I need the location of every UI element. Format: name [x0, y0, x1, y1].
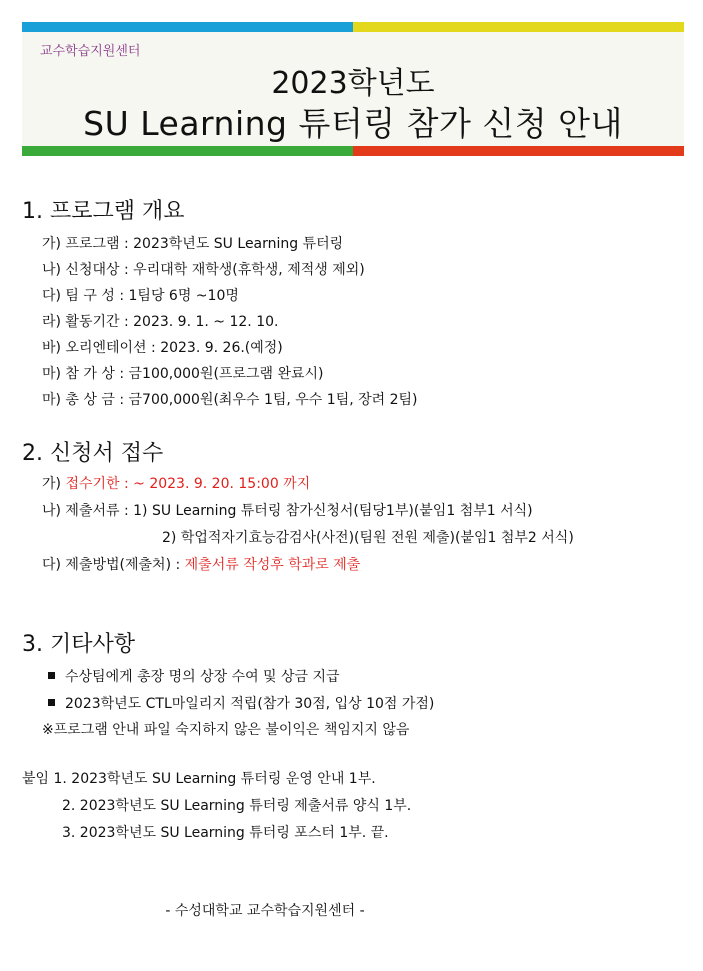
- banner-org-name: 교수학습지원센터: [40, 44, 141, 59]
- overview-item: 라) 활동기간 : 2023. 9. 1. ~ 12. 10.: [42, 314, 279, 330]
- deadline-value: 접수기한 : ~ 2023. 9. 20. 15:00 까지: [65, 476, 311, 492]
- submission-method-row: [42, 554, 360, 574]
- banner-bar-blue: [22, 22, 353, 32]
- attachment-line: 붙임 1. 2023학년도 SU Learning 튜터링 운영 안내 1부.: [22, 771, 376, 787]
- banner-bar-red: [353, 146, 684, 156]
- square-bullet-icon: [48, 672, 55, 679]
- submission-method-value: 제출서류 작성후 학과로 제출: [184, 557, 361, 573]
- disclaimer-note: ※프로그램 안내 파일 숙지하지 않은 불이익은 책임지지 않음: [42, 722, 410, 738]
- submission-method-label: 다) 제출방법(제출처) :: [42, 557, 185, 573]
- overview-item: 마) 참 가 상 : 금100,000원(프로그램 완료시): [42, 366, 324, 382]
- issuer-footer: - 수성대학교 교수학습지원센터 -: [165, 903, 365, 919]
- notice-item: [48, 693, 434, 713]
- overview-item: 다) 팀 구 성 : 1팀당 6명 ~10명: [42, 288, 239, 304]
- notice-text: 2023학년도 CTL마일리지 적립(참가 30점, 입상 10점 가점): [65, 696, 435, 712]
- banner-bar-yellow: [353, 22, 684, 32]
- notice-item: [48, 666, 340, 686]
- documents-row: 나) 제출서류 : 1) SU Learning 튜터링 참가신청서(팀당1부)(붙임1 첨부1 서식): [42, 503, 533, 519]
- banner-year: 2023학년도: [271, 66, 435, 101]
- deadline-row: [42, 473, 310, 493]
- notice-text: 수상팀에게 총장 명의 상장 수여 및 상금 지급: [65, 669, 340, 685]
- banner-title: SU Learning 튜터링 참가 신청 안내: [83, 104, 623, 143]
- section-3-title: 3. 기타사항: [22, 632, 135, 657]
- overview-item: 가) 프로그램 : 2023학년도 SU Learning 튜터링: [42, 236, 344, 252]
- attachment-line: 3. 2023학년도 SU Learning 튜터링 포스터 1부. 끝.: [62, 825, 389, 841]
- overview-item: 바) 오리엔테이션 : 2023. 9. 26.(예정): [42, 340, 283, 356]
- section-1-title: 1. 프로그램 개요: [22, 199, 185, 224]
- overview-item: 나) 신청대상 : 우리대학 재학생(휴학생, 제적생 제외): [42, 262, 365, 278]
- section-2-title: 2. 신청서 접수: [22, 441, 164, 466]
- overview-item: 마) 총 상 금 : 금700,000원(최우수 1팀, 우수 1팀, 장려 2팀): [42, 392, 418, 408]
- attachment-line: 2. 2023학년도 SU Learning 튜터링 제출서류 양식 1부.: [62, 798, 412, 814]
- title-banner: [22, 22, 684, 156]
- deadline-label: 가): [42, 476, 66, 492]
- documents-row-2: 2) 학업적자기효능감검사(사전)(팀원 전원 제출)(붙임1 첨부2 서식): [162, 530, 574, 546]
- banner-bar-green: [22, 146, 353, 156]
- square-bullet-icon: [48, 699, 55, 706]
